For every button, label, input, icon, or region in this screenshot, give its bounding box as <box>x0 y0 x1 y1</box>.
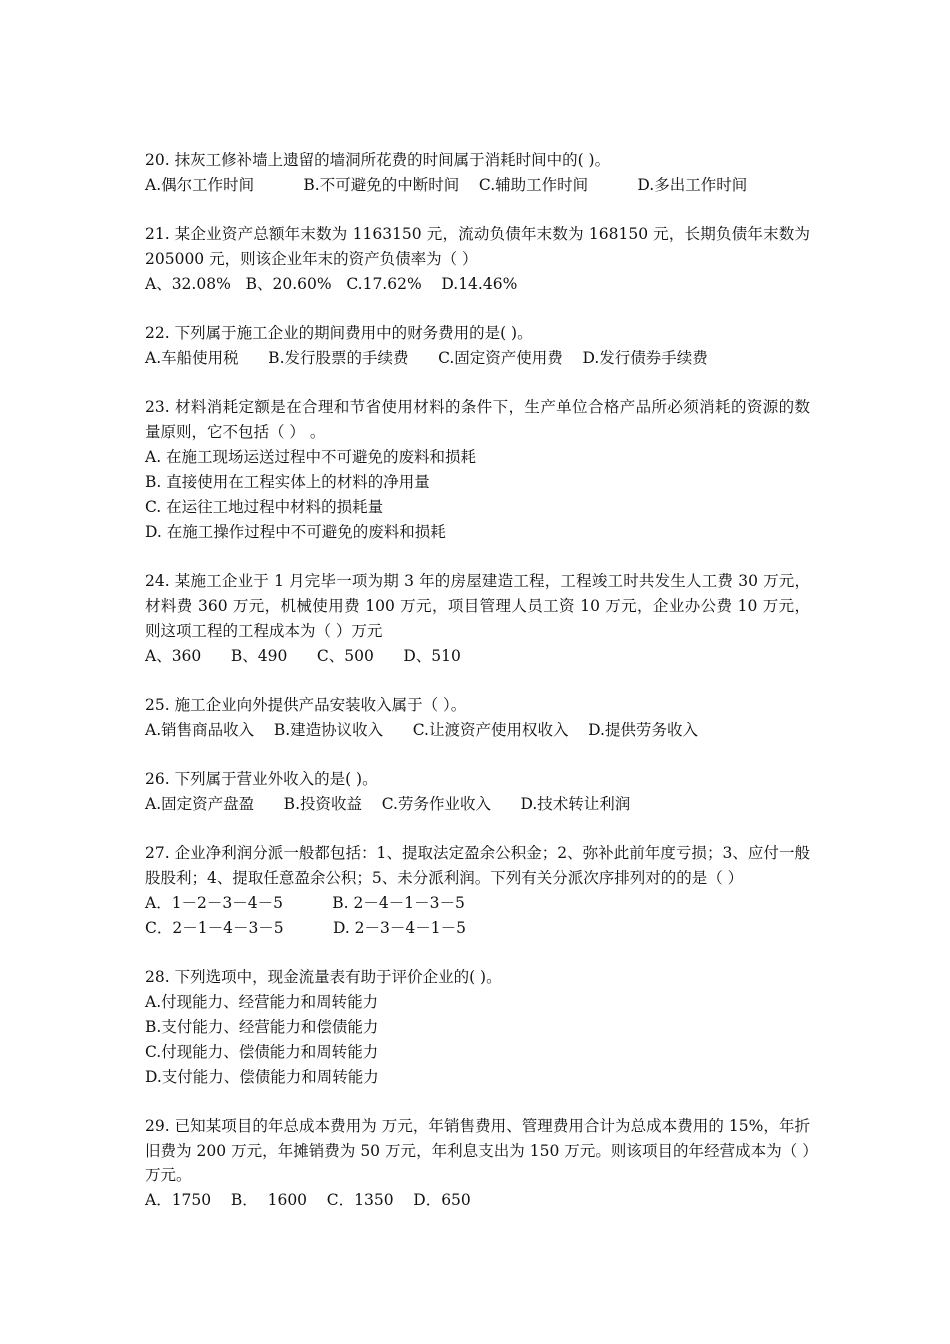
question-stem: 23. 材料消耗定额是在合理和节省使用材料的条件下，生产单位合格产品所必须消耗的资源的数量原则，它不包括（ ） 。 <box>145 398 810 441</box>
question-23 <box>145 395 810 545</box>
option-c: C. 在运往工地过程中材料的损耗量 <box>145 498 384 516</box>
question-stem: 28. 下列选项中，现金流量表有助于评价企业的( )。 <box>145 968 502 986</box>
question-stem: 29. 已知某项目的年总成本费用为 万元，年销售费用、管理费用合计为总成本费用的 15%，年折旧费为 200 万元，年摊销费为 50 万元，年利息支出为 150 万元。则该项目的年经营成本为（ ）万元。 <box>145 1117 810 1184</box>
option-d: D.支付能力、偿债能力和周转能力 <box>145 1068 379 1086</box>
option-d: D. 在施工操作过程中不可避免的废料和损耗 <box>145 523 446 541</box>
question-options: A．1750 B． 1600 C．1350 D．650 <box>145 1190 471 1209</box>
question-options: A、32.08% B、20.60% C.17.62% D.14.46% <box>145 275 518 293</box>
options-row-1: A．1－2－3－4－5 B. 2－4－1－3－5 <box>145 894 465 912</box>
question-26 <box>145 767 810 817</box>
question-list <box>145 148 810 1237</box>
question-stem: 20. 抹灰工修补墙上遗留的墙洞所花费的时间属于消耗时间中的( )。 <box>145 151 611 169</box>
question-options: A.固定资产盘盈 B.投资收益 C.劳务作业收入 D.技术转让利润 <box>145 795 631 813</box>
question-options: A、360 B、490 C、500 D、510 <box>145 647 461 665</box>
question-stem: 24. 某施工企业于 1 月完毕一项为期 3 年的房屋建造工程，工程竣工时共发生人工费 30 万元，材料费 360 万元，机械使用费 100 万元，项目管理人员工资 10 万元，企业办公费 10 万元，则这项工程的工程成本为（ ）万元 <box>145 572 810 640</box>
options-row-2: C．2－1－4－3－5 D. 2－3－4－1－5 <box>145 919 466 937</box>
question-stem: 25. 施工企业向外提供产品安装收入属于（ ）。 <box>145 696 467 714</box>
question-options: A.销售商品收入 B.建造协议收入 C.让渡资产使用权收入 D.提供劳务收入 <box>145 721 698 739</box>
question-stem: 27. 企业净利润分派一般都包括：1、提取法定盈余公积金；2、弥补此前年度亏损；3、应付一般股股利；4、提取任意盈余公积；5、未分派利润。下列有关分派次序排列对的的是（ ） <box>145 844 810 887</box>
question-22 <box>145 321 810 371</box>
question-25 <box>145 693 810 743</box>
question-options: A.偶尔工作时间 B.不可避免的中断时间 C.辅助工作时间 D.多出工作时间 <box>145 176 748 194</box>
question-stem: 22. 下列属于施工企业的期间费用中的财务费用的是( )。 <box>145 324 533 342</box>
question-28 <box>145 965 810 1090</box>
question-20 <box>145 148 810 198</box>
question-27 <box>145 841 810 941</box>
question-29 <box>145 1114 810 1213</box>
question-stem: 21. 某企业资产总额年末数为 1163150 元，流动负债年末数为 168150 元，长期负债年末数为 205000 元，则该企业年末的资产负债率为（ ） <box>145 225 810 268</box>
question-21 <box>145 222 810 297</box>
option-c: C.付现能力、偿债能力和周转能力 <box>145 1043 379 1061</box>
option-b: B. 直接使用在工程实体上的材料的净用量 <box>145 473 430 491</box>
question-stem: 26. 下列属于营业外收入的是( )。 <box>145 770 378 788</box>
option-b: B.支付能力、经营能力和偿债能力 <box>145 1018 379 1036</box>
question-options: A.车船使用税 B.发行股票的手续费 C.固定资产使用费 D.发行债券手续费 <box>145 349 708 367</box>
option-a: A. 在施工现场运送过程中不可避免的废料和损耗 <box>145 448 477 466</box>
question-24 <box>145 569 810 669</box>
option-a: A.付现能力、经营能力和周转能力 <box>145 993 379 1011</box>
